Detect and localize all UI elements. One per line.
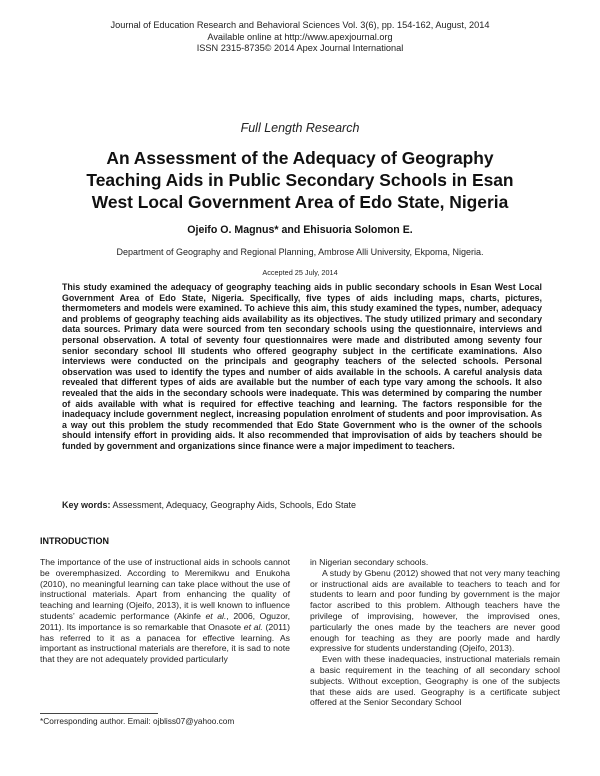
intro-paragraph-3: Even with these inadequacies, instructional materials remain a basic requirement in the teaching of all secondary school subjects. Without exception, Geography is one of the subjects that these aids are used. Geography is a certificate subject offered at the Senior Secondary School (310, 654, 560, 708)
accepted-date: Accepted 25 July, 2014 (262, 268, 338, 277)
title-line-1: An Assessment of the Adequacy of Geography (106, 148, 494, 168)
keywords (62, 500, 542, 510)
title-line-3: West Local Government Area of Edo State, Nigeria (91, 192, 509, 212)
introduction-heading: INTRODUCTION (40, 536, 109, 546)
affiliation: Department of Geography and Regional Planning, Ambrose Alli University, Ekpoma, Nigeria. (116, 247, 484, 257)
keywords-label: Key words: (62, 500, 111, 510)
intro-text-c: (2011) has referred to it as a panacea for effective learning. As important as instructional materials are therefore, it is sad to note that they are not adequately provided particularly (40, 621, 290, 665)
et-al-1: et al. (205, 610, 227, 621)
corresponding-author-footnote: *Corresponding author. Email: ojbliss07@yahoo.com (40, 716, 235, 726)
intro-paragraph-1 (40, 557, 290, 665)
section-type: Full Length Research (240, 121, 360, 135)
right-column (310, 557, 560, 708)
journal-issn: ISSN 2315-8735© 2014 Apex Journal International (196, 43, 404, 53)
article-title (60, 147, 540, 213)
abstract: This study examined the adequacy of geography teaching aids in public secondary schools in Esan West Local Government Area of Edo State, Nigeria. Specifically, five types of aids including maps, charts, pictures, thermometers and models were examined. To achieve this aim, this study examined the types, number, adequacy and problems of geography teaching aids availability as its objectives. The study utilized primary and secondary data sources. Primary data were sourced from ten secondary schools using the questionnaire, interviews and personal observation. A total of seventy four questionnaires were made and distributed among seventy four senior secondary school III students who offered geography subject in the certificate examinations. Also interviews were conducted on the principals and geography teachers of the selected schools. Personal observation was used to identify the types and number of aids available in the schools. A careful analysis data revealed that different types of aids are available but the number of each type vary among the schools. It also revealed that the aids in the secondary schools were inadequate. This was determined by comparing the number of aids available with what is required for effective teaching and learning. The factors responsible for the inadequacy include government neglect, increasing population enrolment of students and poor improvisation. As a way out this problem the study recommended that Edo State Government who is the owner of the schools should intensify effort in providing aids. It also recommended that improvisation of aids by teachers should be funded by government and organizations since finance were a major impediment to teachers. (62, 282, 542, 451)
footnote-divider (40, 713, 158, 714)
intro-paragraph-continued: in Nigerian secondary schools. (310, 557, 429, 567)
left-column (40, 557, 290, 665)
intro-text-b: , 2006, Oguzor, 2011). Its importance is so remarkable that Onasote (40, 610, 290, 632)
journal-availability: Available online at http://www.apexjournal.org (207, 31, 393, 42)
et-al-2: et al. (243, 621, 263, 632)
intro-paragraph-2: A study by Gbenu (2012) showed that not very many teaching or instructional aids are available to teachers to teach and for students to learn and poor funding by government is the major factor ascribed to this problem. Although teachers have the privilege of improvising, however, the improvised ones, particularly the ones made by the teachers are never good enough for teaching as they are poorly made and hardly expressive for students understanding (Ojeifo, 2013). (310, 567, 560, 654)
intro-text-a: The importance of the use of instructional aids in schools cannot be overemphasized. According to Meremikwu and Enukoha (2010), no meaningful learning can take place without the use of instructional materials. Apart from enhancing the quality of teaching and learning (Ojeifo, 2013), it is well known to influence students’ academic performance (Akinfe (40, 557, 290, 621)
authors: Ojeifo O. Magnus* and Ehisuoria Solomon E. (187, 224, 413, 236)
journal-citation: Journal of Education Research and Behavioral Sciences Vol. 3(6), pp. 154-162, August, 2014 (110, 20, 490, 30)
title-line-2: Teaching Aids in Public Secondary Schools in Esan (86, 170, 514, 190)
keywords-text: Assessment, Adequacy, Geography Aids, Schools, Edo State (110, 500, 356, 510)
journal-header (0, 20, 600, 55)
